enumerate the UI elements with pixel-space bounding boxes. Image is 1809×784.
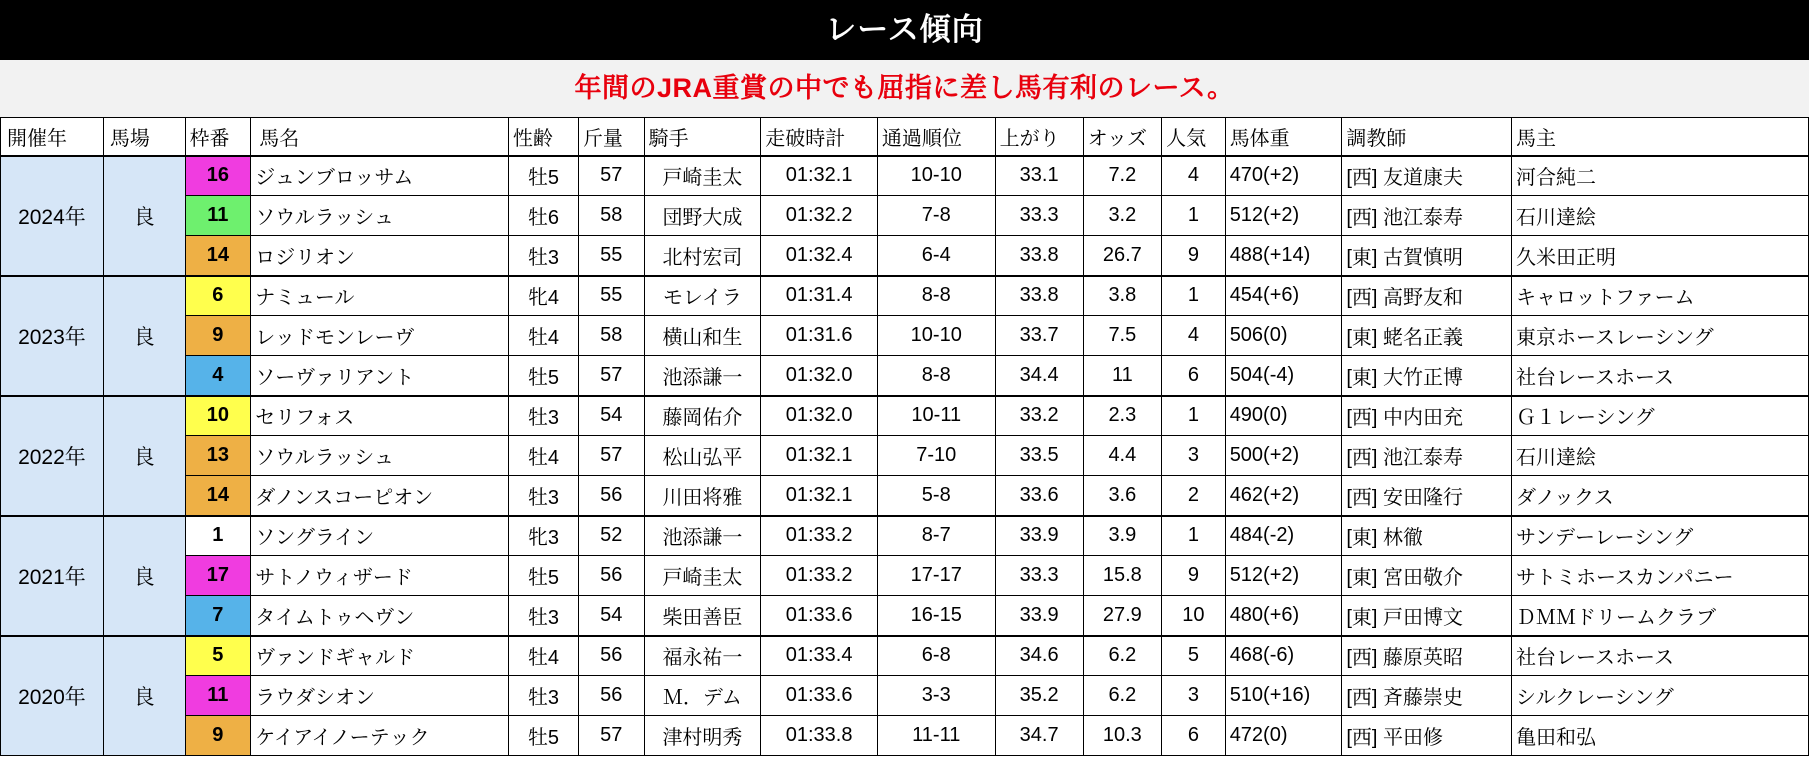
cell-trainer: [東] 大竹正博: [1342, 356, 1512, 396]
cell-weight-carried: 57: [578, 716, 644, 756]
cell-jockey: 横山和生: [644, 316, 761, 356]
cell-weight-carried: 56: [578, 476, 644, 516]
page-subtitle: 年間のJRA重賞の中でも屈指に差し馬有利のレース。: [0, 60, 1809, 117]
table-row: [1, 316, 1809, 356]
cell-horse-name: ラウダシオン: [251, 676, 509, 716]
cell-sex-age: 牡3: [508, 596, 578, 636]
cell-trainer: [西] 友道康夫: [1342, 156, 1512, 196]
cell-year: 2020年: [1, 636, 104, 756]
cell-horse-name: レッドモンレーヴ: [251, 316, 509, 356]
cell-last-3f: 33.7: [995, 316, 1083, 356]
cell-odds: 2.3: [1083, 396, 1161, 436]
table-row: [1, 436, 1809, 476]
cell-horse-name: ケイアイノーテック: [251, 716, 509, 756]
cell-track-condition: 良: [103, 636, 185, 756]
cell-weight-carried: 54: [578, 596, 644, 636]
cell-odds: 15.8: [1083, 556, 1161, 596]
cell-trainer: [西] 藤原英昭: [1342, 636, 1512, 676]
cell-passing-order: 10-11: [877, 396, 995, 436]
cell-horse-weight: 480(+6): [1225, 596, 1342, 636]
cell-jockey: 池添謙一: [644, 516, 761, 556]
cell-odds: 10.3: [1083, 716, 1161, 756]
column-header-horse: 馬名: [251, 118, 509, 156]
cell-bracket-number: 14: [185, 236, 251, 276]
cell-horse-weight: 512(+2): [1225, 196, 1342, 236]
column-header-sexage: 性齢: [508, 118, 578, 156]
cell-passing-order: 6-8: [877, 636, 995, 676]
cell-passing-order: 10-10: [877, 316, 995, 356]
cell-trainer: [西] 池江泰寿: [1342, 436, 1512, 476]
cell-bracket-number: 6: [185, 276, 251, 316]
cell-horse-name: サトノウィザード: [251, 556, 509, 596]
table-row: [1, 396, 1809, 436]
cell-sex-age: 牡5: [508, 716, 578, 756]
cell-sex-age: 牡4: [508, 436, 578, 476]
cell-sex-age: 牡4: [508, 636, 578, 676]
cell-odds: 26.7: [1083, 236, 1161, 276]
cell-popularity: 3: [1162, 676, 1226, 716]
cell-horse-weight: 510(+16): [1225, 676, 1342, 716]
cell-jockey: 戸崎圭太: [644, 156, 761, 196]
cell-horse-name: ナミュール: [251, 276, 509, 316]
cell-finish-time: 01:32.0: [761, 356, 878, 396]
cell-weight-carried: 52: [578, 516, 644, 556]
cell-year: 2021年: [1, 516, 104, 636]
cell-popularity: 1: [1162, 196, 1226, 236]
cell-owner: 亀田和弘: [1511, 716, 1808, 756]
cell-odds: 7.2: [1083, 156, 1161, 196]
cell-owner: シルクレーシング: [1511, 676, 1808, 716]
cell-owner: ダノックス: [1511, 476, 1808, 516]
cell-bracket-number: 9: [185, 716, 251, 756]
table-row: [1, 596, 1809, 636]
cell-sex-age: 牡3: [508, 236, 578, 276]
cell-sex-age: 牡3: [508, 676, 578, 716]
cell-horse-weight: 472(0): [1225, 716, 1342, 756]
cell-horse-weight: 454(+6): [1225, 276, 1342, 316]
cell-weight-carried: 57: [578, 356, 644, 396]
cell-passing-order: 11-11: [877, 716, 995, 756]
cell-horse-weight: 470(+2): [1225, 156, 1342, 196]
cell-passing-order: 3-3: [877, 676, 995, 716]
cell-horse-weight: 484(-2): [1225, 516, 1342, 556]
cell-year: 2022年: [1, 396, 104, 516]
cell-horse-name: タイムトゥヘヴン: [251, 596, 509, 636]
cell-bracket-number: 13: [185, 436, 251, 476]
cell-horse-name: ソウルラッシュ: [251, 196, 509, 236]
table-row: [1, 556, 1809, 596]
cell-popularity: 1: [1162, 276, 1226, 316]
cell-finish-time: 01:32.1: [761, 476, 878, 516]
table-row: [1, 636, 1809, 676]
cell-odds: 3.6: [1083, 476, 1161, 516]
cell-horse-name: ダノンスコーピオン: [251, 476, 509, 516]
cell-jockey: 団野大成: [644, 196, 761, 236]
cell-popularity: 1: [1162, 396, 1226, 436]
cell-odds: 6.2: [1083, 676, 1161, 716]
cell-weight-carried: 57: [578, 156, 644, 196]
cell-odds: 27.9: [1083, 596, 1161, 636]
cell-finish-time: 01:31.6: [761, 316, 878, 356]
column-header-trainer: 調教師: [1342, 118, 1512, 156]
cell-passing-order: 7-10: [877, 436, 995, 476]
cell-jockey: 池添謙一: [644, 356, 761, 396]
cell-popularity: 9: [1162, 236, 1226, 276]
cell-passing-order: 5-8: [877, 476, 995, 516]
cell-odds: 11: [1083, 356, 1161, 396]
cell-bracket-number: 7: [185, 596, 251, 636]
cell-weight-carried: 54: [578, 396, 644, 436]
cell-owner: キャロットファーム: [1511, 276, 1808, 316]
cell-weight-carried: 56: [578, 556, 644, 596]
cell-passing-order: 8-8: [877, 356, 995, 396]
cell-horse-weight: 468(-6): [1225, 636, 1342, 676]
cell-weight-carried: 56: [578, 676, 644, 716]
cell-bracket-number: 1: [185, 516, 251, 556]
cell-finish-time: 01:33.6: [761, 596, 878, 636]
cell-sex-age: 牡3: [508, 396, 578, 436]
cell-sex-age: 牡5: [508, 556, 578, 596]
cell-last-3f: 34.4: [995, 356, 1083, 396]
cell-horse-weight: 506(0): [1225, 316, 1342, 356]
cell-trainer: [西] 中内田充: [1342, 396, 1512, 436]
cell-jockey: 北村宏司: [644, 236, 761, 276]
cell-weight-carried: 56: [578, 636, 644, 676]
cell-last-3f: 33.2: [995, 396, 1083, 436]
table-row: [1, 156, 1809, 196]
cell-owner: 河合純二: [1511, 156, 1808, 196]
table-header: [1, 118, 1809, 156]
cell-trainer: [東] 古賀慎明: [1342, 236, 1512, 276]
cell-horse-weight: 504(-4): [1225, 356, 1342, 396]
cell-horse-name: セリフォス: [251, 396, 509, 436]
column-header-jockey: 騎手: [644, 118, 761, 156]
table-row: [1, 276, 1809, 316]
cell-trainer: [東] 蛯名正義: [1342, 316, 1512, 356]
cell-odds: 4.4: [1083, 436, 1161, 476]
cell-popularity: 3: [1162, 436, 1226, 476]
column-header-horse-weight: 馬体重: [1225, 118, 1342, 156]
cell-finish-time: 01:33.8: [761, 716, 878, 756]
cell-jockey: モレイラ: [644, 276, 761, 316]
table-row: [1, 476, 1809, 516]
table-row: [1, 716, 1809, 756]
column-header-weight-carried: 斤量: [578, 118, 644, 156]
cell-weight-carried: 57: [578, 436, 644, 476]
cell-owner: サトミホースカンパニー: [1511, 556, 1808, 596]
cell-odds: 3.2: [1083, 196, 1161, 236]
table-row: [1, 236, 1809, 276]
cell-owner: 石川達絵: [1511, 196, 1808, 236]
cell-trainer: [西] 斉藤崇史: [1342, 676, 1512, 716]
cell-trainer: [西] 池江泰寿: [1342, 196, 1512, 236]
cell-passing-order: 8-7: [877, 516, 995, 556]
cell-popularity: 4: [1162, 316, 1226, 356]
page-title: レース傾向: [0, 0, 1809, 60]
cell-trainer: [西] 安田隆行: [1342, 476, 1512, 516]
cell-last-3f: 33.1: [995, 156, 1083, 196]
cell-horse-weight: 490(0): [1225, 396, 1342, 436]
cell-owner: 石川達絵: [1511, 436, 1808, 476]
cell-bracket-number: 4: [185, 356, 251, 396]
table-row: [1, 516, 1809, 556]
cell-passing-order: 7-8: [877, 196, 995, 236]
cell-finish-time: 01:32.1: [761, 436, 878, 476]
cell-trainer: [東] 林徹: [1342, 516, 1512, 556]
cell-weight-carried: 55: [578, 276, 644, 316]
cell-passing-order: 17-17: [877, 556, 995, 596]
cell-owner: ＤＭＭドリームクラブ: [1511, 596, 1808, 636]
cell-horse-weight: 462(+2): [1225, 476, 1342, 516]
cell-popularity: 10: [1162, 596, 1226, 636]
column-header-owner: 馬主: [1511, 118, 1808, 156]
cell-horse-weight: 500(+2): [1225, 436, 1342, 476]
cell-popularity: 2: [1162, 476, 1226, 516]
cell-last-3f: 33.9: [995, 516, 1083, 556]
cell-horse-name: ロジリオン: [251, 236, 509, 276]
cell-year: 2024年: [1, 156, 104, 276]
table-row: [1, 196, 1809, 236]
cell-finish-time: 01:32.1: [761, 156, 878, 196]
cell-bracket-number: 11: [185, 676, 251, 716]
cell-odds: 3.9: [1083, 516, 1161, 556]
cell-weight-carried: 55: [578, 236, 644, 276]
cell-owner: 社台レースホース: [1511, 636, 1808, 676]
cell-track-condition: 良: [103, 396, 185, 516]
table-row: [1, 356, 1809, 396]
cell-finish-time: 01:31.4: [761, 276, 878, 316]
cell-horse-weight: 512(+2): [1225, 556, 1342, 596]
table-row: [1, 676, 1809, 716]
cell-horse-weight: 488(+14): [1225, 236, 1342, 276]
cell-track-condition: 良: [103, 516, 185, 636]
cell-jockey: 福永祐一: [644, 636, 761, 676]
column-header-popularity: 人気: [1162, 118, 1226, 156]
cell-owner: 久米田正明: [1511, 236, 1808, 276]
cell-owner: 社台レースホース: [1511, 356, 1808, 396]
cell-sex-age: 牡6: [508, 196, 578, 236]
cell-finish-time: 01:33.6: [761, 676, 878, 716]
cell-last-3f: 34.6: [995, 636, 1083, 676]
cell-sex-age: 牡4: [508, 316, 578, 356]
cell-finish-time: 01:32.2: [761, 196, 878, 236]
cell-last-3f: 34.7: [995, 716, 1083, 756]
cell-sex-age: 牝4: [508, 276, 578, 316]
cell-sex-age: 牡5: [508, 356, 578, 396]
cell-horse-name: ヴァンドギャルド: [251, 636, 509, 676]
cell-popularity: 4: [1162, 156, 1226, 196]
cell-sex-age: 牝3: [508, 516, 578, 556]
cell-passing-order: 10-10: [877, 156, 995, 196]
cell-last-3f: 33.3: [995, 196, 1083, 236]
cell-sex-age: 牡5: [508, 156, 578, 196]
cell-jockey: 柴田善臣: [644, 596, 761, 636]
cell-sex-age: 牡3: [508, 476, 578, 516]
cell-jockey: 川田将雅: [644, 476, 761, 516]
cell-last-3f: 33.8: [995, 276, 1083, 316]
cell-finish-time: 01:32.0: [761, 396, 878, 436]
cell-last-3f: 33.6: [995, 476, 1083, 516]
column-header-time: 走破時計: [761, 118, 878, 156]
race-trend-table: [0, 117, 1809, 756]
cell-weight-carried: 58: [578, 196, 644, 236]
cell-bracket-number: 14: [185, 476, 251, 516]
column-header-odds: オッズ: [1083, 118, 1161, 156]
cell-passing-order: 16-15: [877, 596, 995, 636]
cell-trainer: [東] 宮田敬介: [1342, 556, 1512, 596]
cell-popularity: 1: [1162, 516, 1226, 556]
cell-popularity: 9: [1162, 556, 1226, 596]
cell-track-condition: 良: [103, 156, 185, 276]
cell-bracket-number: 11: [185, 196, 251, 236]
cell-last-3f: 33.3: [995, 556, 1083, 596]
cell-popularity: 6: [1162, 716, 1226, 756]
cell-jockey: 津村明秀: [644, 716, 761, 756]
cell-jockey: 藤岡佑介: [644, 396, 761, 436]
cell-horse-name: ジュンブロッサム: [251, 156, 509, 196]
cell-trainer: [西] 高野友和: [1342, 276, 1512, 316]
cell-owner: Ｇ１レーシング: [1511, 396, 1808, 436]
cell-horse-name: ソングライン: [251, 516, 509, 556]
cell-jockey: Ｍ．デム: [644, 676, 761, 716]
cell-bracket-number: 10: [185, 396, 251, 436]
cell-finish-time: 01:33.4: [761, 636, 878, 676]
cell-last-3f: 33.8: [995, 236, 1083, 276]
cell-trainer: [西] 平田修: [1342, 716, 1512, 756]
cell-passing-order: 6-4: [877, 236, 995, 276]
cell-odds: 6.2: [1083, 636, 1161, 676]
cell-owner: サンデーレーシング: [1511, 516, 1808, 556]
cell-horse-name: ソウルラッシュ: [251, 436, 509, 476]
cell-finish-time: 01:33.2: [761, 556, 878, 596]
column-header-bracket: 枠番: [185, 118, 251, 156]
column-header-last3f: 上がり: [995, 118, 1083, 156]
cell-year: 2023年: [1, 276, 104, 396]
cell-last-3f: 35.2: [995, 676, 1083, 716]
cell-last-3f: 33.9: [995, 596, 1083, 636]
table-header-row: [1, 118, 1809, 156]
cell-bracket-number: 9: [185, 316, 251, 356]
cell-jockey: 松山弘平: [644, 436, 761, 476]
column-header-year: 開催年: [1, 118, 104, 156]
cell-passing-order: 8-8: [877, 276, 995, 316]
cell-bracket-number: 17: [185, 556, 251, 596]
cell-weight-carried: 58: [578, 316, 644, 356]
cell-track-condition: 良: [103, 276, 185, 396]
column-header-track: 馬場: [103, 118, 185, 156]
cell-jockey: 戸崎圭太: [644, 556, 761, 596]
cell-trainer: [東] 戸田博文: [1342, 596, 1512, 636]
cell-owner: 東京ホースレーシング: [1511, 316, 1808, 356]
table-body: [1, 156, 1809, 756]
cell-finish-time: 01:32.4: [761, 236, 878, 276]
cell-horse-name: ソーヴァリアント: [251, 356, 509, 396]
cell-last-3f: 33.5: [995, 436, 1083, 476]
cell-bracket-number: 16: [185, 156, 251, 196]
cell-odds: 3.8: [1083, 276, 1161, 316]
cell-popularity: 6: [1162, 356, 1226, 396]
cell-bracket-number: 5: [185, 636, 251, 676]
cell-popularity: 5: [1162, 636, 1226, 676]
cell-odds: 7.5: [1083, 316, 1161, 356]
column-header-passing: 通過順位: [877, 118, 995, 156]
cell-finish-time: 01:33.2: [761, 516, 878, 556]
